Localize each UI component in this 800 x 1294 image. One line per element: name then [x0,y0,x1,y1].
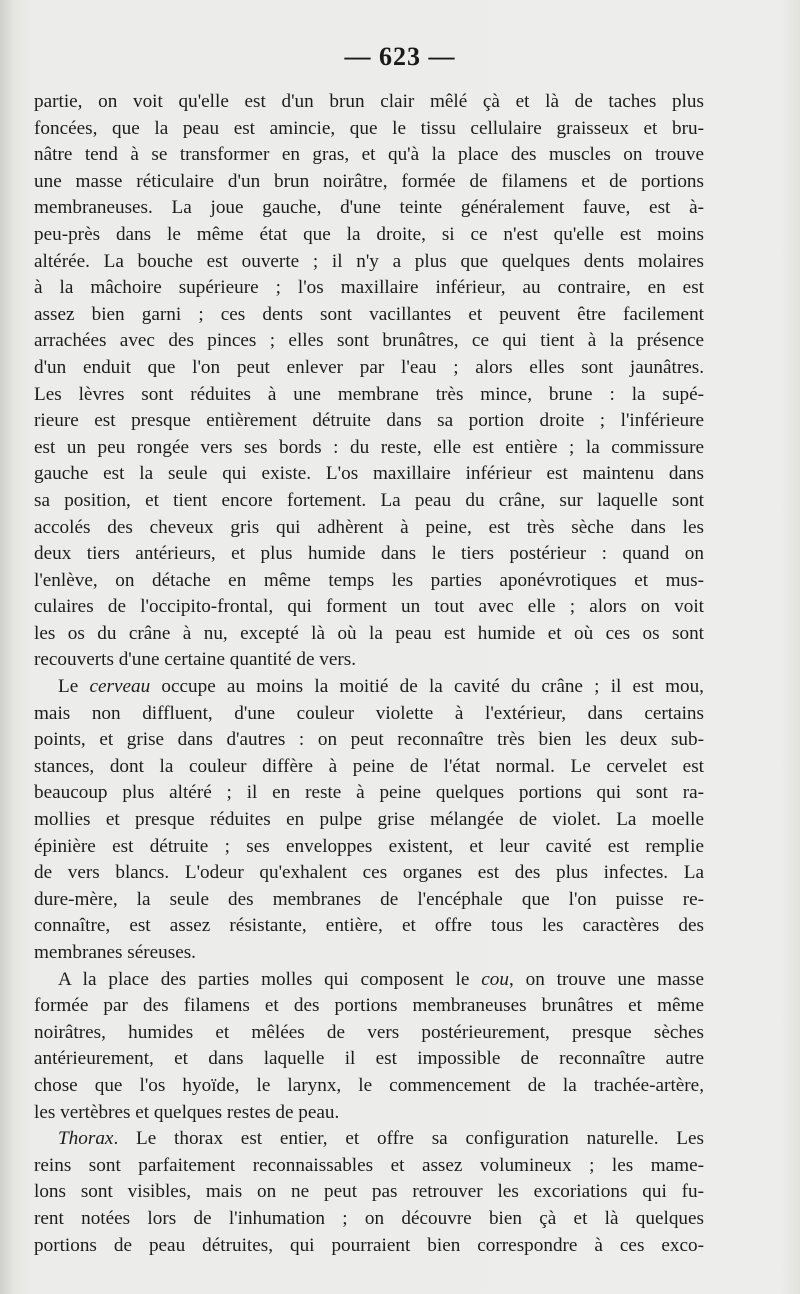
body-text [34,89,704,1259]
text-line: A la place des parties molles qui composent le cou, on trouve une masse [58,968,704,990]
text-line: altérée. La bouche est ouverte ; il n'y a plus que quelques dents molaires [34,250,704,272]
text-line: arrachées avec des pinces ; elles sont brunâtres, ce qui tient à la présence [34,330,704,352]
text-line: recouverts d'une certaine quantité de vers. [34,649,357,671]
text-line: noirâtres, humides et mêlées de vers postérieurement, presque sèches [34,1021,704,1043]
text-line: culaires de l'occipito-frontal, qui forment un tout avec elle ; alors on voit [34,596,704,618]
text-line: reins sont parfaitement reconnaissables et assez volumineux ; les mame- [34,1154,704,1176]
text-line: les vertèbres et quelques restes de peau. [34,1101,340,1123]
text-line: rieure est presque entièrement détruite dans sa portion droite ; l'inférieure [34,410,704,432]
text-line: peu-près dans le même état que la droite, si ce n'est qu'elle est moins [34,223,704,245]
text-line: deux tiers antérieurs, et plus humide dans le tiers postérieur : quand on [34,543,704,565]
text-line: nâtre tend à se transformer en gras, et qu'à la place des muscles on trouve [34,144,704,166]
text-line: est un peu rongée vers ses bords : du reste, elle est entière ; la commissure [34,436,704,458]
paragraph [34,1126,704,1259]
text-line: antérieurement, et dans laquelle il est impossible de reconnaître autre [34,1048,704,1070]
text-line: gauche est la seule qui existe. L'os maxillaire inférieur est maintenu dans [34,463,704,485]
text-line: chose que l'os hyoïde, le larynx, le commencement de la trachée-artère, [34,1074,704,1096]
text-line: une masse réticulaire d'un brun noirâtre, formée de filamens et de portions [34,170,704,192]
text-line: de vers blancs. L'odeur qu'exhalent ces organes est des plus infectes. La [34,862,704,884]
text-line: points, et grise dans d'autres : on peut reconnaître très bien les deux sub- [34,729,704,751]
text-line: d'un enduit que l'on peut enlever par l'eau ; alors elles sont jaunâtres. [34,356,704,378]
text-line: assez bien garni ; ces dents sont vacillantes et peuvent être facilement [34,303,704,325]
text-line: Le cerveau occupe au moins la moitié de la cavité du crâne ; il est mou, [58,676,704,698]
text-line: formée par des filamens et des portions membraneuses brunâtres et même [34,995,704,1017]
text-line: mollies et presque réduites en pulpe grise mélangée de violet. La moelle [34,809,704,831]
text-line: stances, dont la couleur diffère à peine de l'état normal. Le cervelet est [34,755,704,777]
text-line: Thorax. Le thorax est entier, et offre sa configuration naturelle. Les [58,1128,704,1150]
text-line: foncées, que la peau est amincie, que le tissu cellulaire graisseux et bru- [34,117,704,139]
page-number: — 623 — [344,42,456,71]
text-line: à la mâchoire supérieure ; l'os maxillaire inférieur, au contraire, en est [34,277,704,299]
text-line: sa position, et tient encore fortement. La peau du crâne, sur laquelle sont [34,489,704,511]
text-line: dure-mère, la seule des membranes de l'encéphale que l'on puisse re- [34,888,704,910]
text-line: Les lèvres sont réduites à une membrane très mince, brune : la supé- [34,383,704,405]
text-line: épinière est détruite ; ses enveloppes existent, et leur cavité est remplie [34,835,704,857]
text-line: mais non diffluent, d'une couleur violette à l'extérieur, dans certains [34,702,704,724]
text-line: l'enlève, on détache en même temps les parties aponévrotiques et mus- [34,569,704,591]
text-line: accolés des cheveux gris qui adhèrent à peine, est très sèche dans les [34,516,704,538]
text-line: connaître, est assez résistante, entière, et offre tous les caractères des [34,915,704,937]
paragraph [34,89,704,674]
paragraph [34,967,704,1127]
text-line: lons sont visibles, mais on ne peut pas retrouver les excoriations qui fu- [34,1181,704,1203]
text-line: beaucoup plus altéré ; il en reste à peine quelques portions qui sont ra- [34,782,704,804]
text-line: partie, on voit qu'elle est d'un brun clair mêlé çà et là de taches plus [34,91,704,112]
paragraph [34,674,704,967]
text-line: membranes séreuses. [34,942,196,963]
text-line: membraneuses. La joue gauche, d'une teinte généralement fauve, est à- [34,197,704,219]
text-line: les os du crâne à nu, excepté là où la peau est humide et où ces os sont [34,622,704,644]
text-line: rent notées lors de l'inhumation ; on découvre bien çà et là quelques [34,1207,704,1229]
text-line: portions de peau détruites, qui pourraient bien correspondre à ces exco- [34,1234,704,1256]
